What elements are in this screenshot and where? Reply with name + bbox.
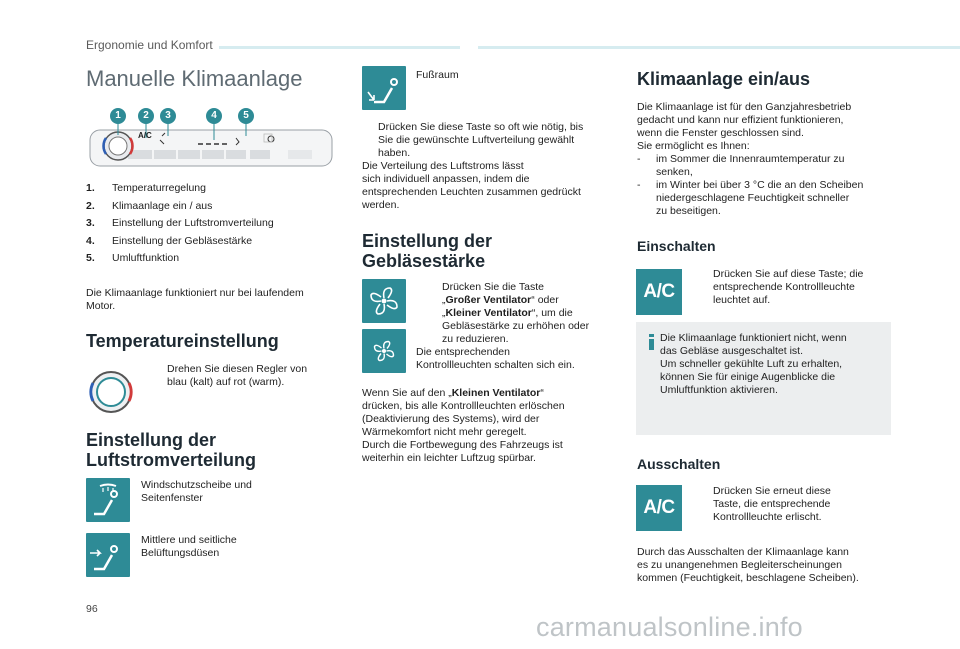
header-rule-right — [478, 46, 960, 49]
legend-item: 3. Einstellung der Luftstromverteilung — [86, 217, 274, 229]
panel-ac-label: A/C — [138, 131, 152, 140]
watermark: carmanualsonline.info — [536, 612, 803, 642]
blower-heading: Einstellung der Gebläsestärke — [362, 231, 493, 271]
legend-item: 5. Umluftfunktion — [86, 252, 180, 264]
intro-note: Die Klimaanlage funktioniert nur bei laufendem Motor. — [86, 287, 304, 312]
page-number: 96 — [86, 603, 98, 615]
small-fan-name: Kleiner Ventilator — [445, 307, 532, 319]
running-head: Ergonomie und Komfort — [86, 38, 219, 52]
callout-5: 5 — [238, 108, 254, 124]
switch-on-heading: Einschalten — [637, 238, 716, 254]
distribution-instructions: Drücken Sie diese Taste so oft wie nötig, bis Sie die gewünschte Luftverteilung gewählt haben. Die Verteilung des Luftstroms lässt sich individuell anpassen, indem die entsprechenden Leuchten zusammen gedrückt werden. — [362, 121, 584, 211]
ac-button-on: A/C — [636, 269, 682, 315]
final-note: Durch das Ausschalten der Klimaanlage kann es zu unangenehmen Begleiterscheinungen kommen (Feuchtigkeit, beschlagene Scheiben). — [637, 546, 859, 584]
info-icon — [649, 334, 654, 350]
temperature-instructions: Drehen Sie diesen Regler von blau (kalt) auf rot (warm). — [167, 363, 308, 388]
fan-big-icon — [362, 279, 406, 323]
ac-button-off: A/C — [636, 485, 682, 531]
big-fan-name: Großer Ventilator — [445, 294, 532, 306]
blower-instructions: Drücken Sie die Taste „Großer Ventilator“ oder „Kleiner Ventilator“, um die Gebläsestärke zu erhöhen oder zu reduzieren. Die entsprechenden Kontrollleuchten schalten sich ein. — [416, 281, 590, 371]
callout-4: 4 — [206, 108, 222, 124]
temperature-dial-icon — [86, 367, 136, 417]
footwell-label: Fußraum — [416, 69, 459, 81]
switch-off-heading: Ausschalten — [637, 456, 721, 472]
info-note-text: Die Klimaanlage funktioniert nicht, wenn das Gebläse ausgeschaltet ist. Um schneller gekühlte Luft zu erhalten, können Sie für einige Augenblicke die Umluftfunktion aktivieren. — [660, 332, 847, 396]
legend-list — [86, 180, 274, 268]
windscreen-airflow-icon — [86, 478, 130, 522]
legend-item: 4. Einstellung der Gebläsestärke — [86, 234, 253, 247]
ac-intro: Die Klimaanlage ist für den Ganzjahresbetrieb gedacht und kann nur effizient funktionieren, wenn die Fenster geschlossen sind. Sie ermöglicht es Ihnen: - im Sommer die Innenraumtemperatur zu senken, - im Winter bei über 3 °C die an den Scheiben niedergeschlagene Feuchtigkeit schneller zu beseitigen. — [637, 101, 864, 217]
temperature-heading: Temperatureinstellung — [86, 331, 279, 351]
callout-3: 3 — [160, 108, 176, 124]
switch-on-instructions: Drücken Sie auf diese Taste; die entsprechende Kontrollleuchte leuchtet auf. — [713, 268, 864, 306]
control-panel-illustration — [88, 106, 336, 176]
callout-1: 1 — [110, 108, 126, 124]
legend-item: 2. Klimaanlage ein / aus — [86, 199, 213, 212]
ac-heading: Klimaanlage ein/aus — [637, 69, 811, 89]
page-title: Manuelle Klimaanlage — [86, 66, 303, 91]
callout-2: 2 — [138, 108, 154, 124]
legend-item: 1. Temperaturregelung — [86, 182, 206, 194]
vents-label: Mittlere und seitliche Belüftungsdüsen — [141, 534, 237, 559]
fan-small-icon — [362, 329, 406, 373]
vents-airflow-icon — [86, 533, 130, 577]
switch-off-instructions: Drücken Sie erneut diese Taste, die entsprechende Kontrollleuchte erlischt. — [713, 485, 831, 523]
blower-paragraph: Wenn Sie auf den „Kleinen Ventilator“ drücken, bis alle Kontrollleuchten erlöschen (Deaktivierung des Systems), wird der Wärmekomfort nicht mehr geregelt. Durch die Fortbewegung des Fahrzeugs ist weiterhin ein leichter Luftzug spürbar. — [362, 387, 565, 464]
distribution-heading: Einstellung der Luftstromverteilung — [86, 430, 257, 470]
footwell-airflow-icon — [362, 66, 406, 110]
windscreen-label: Windschutzscheibe und Seitenfenster — [141, 479, 252, 504]
